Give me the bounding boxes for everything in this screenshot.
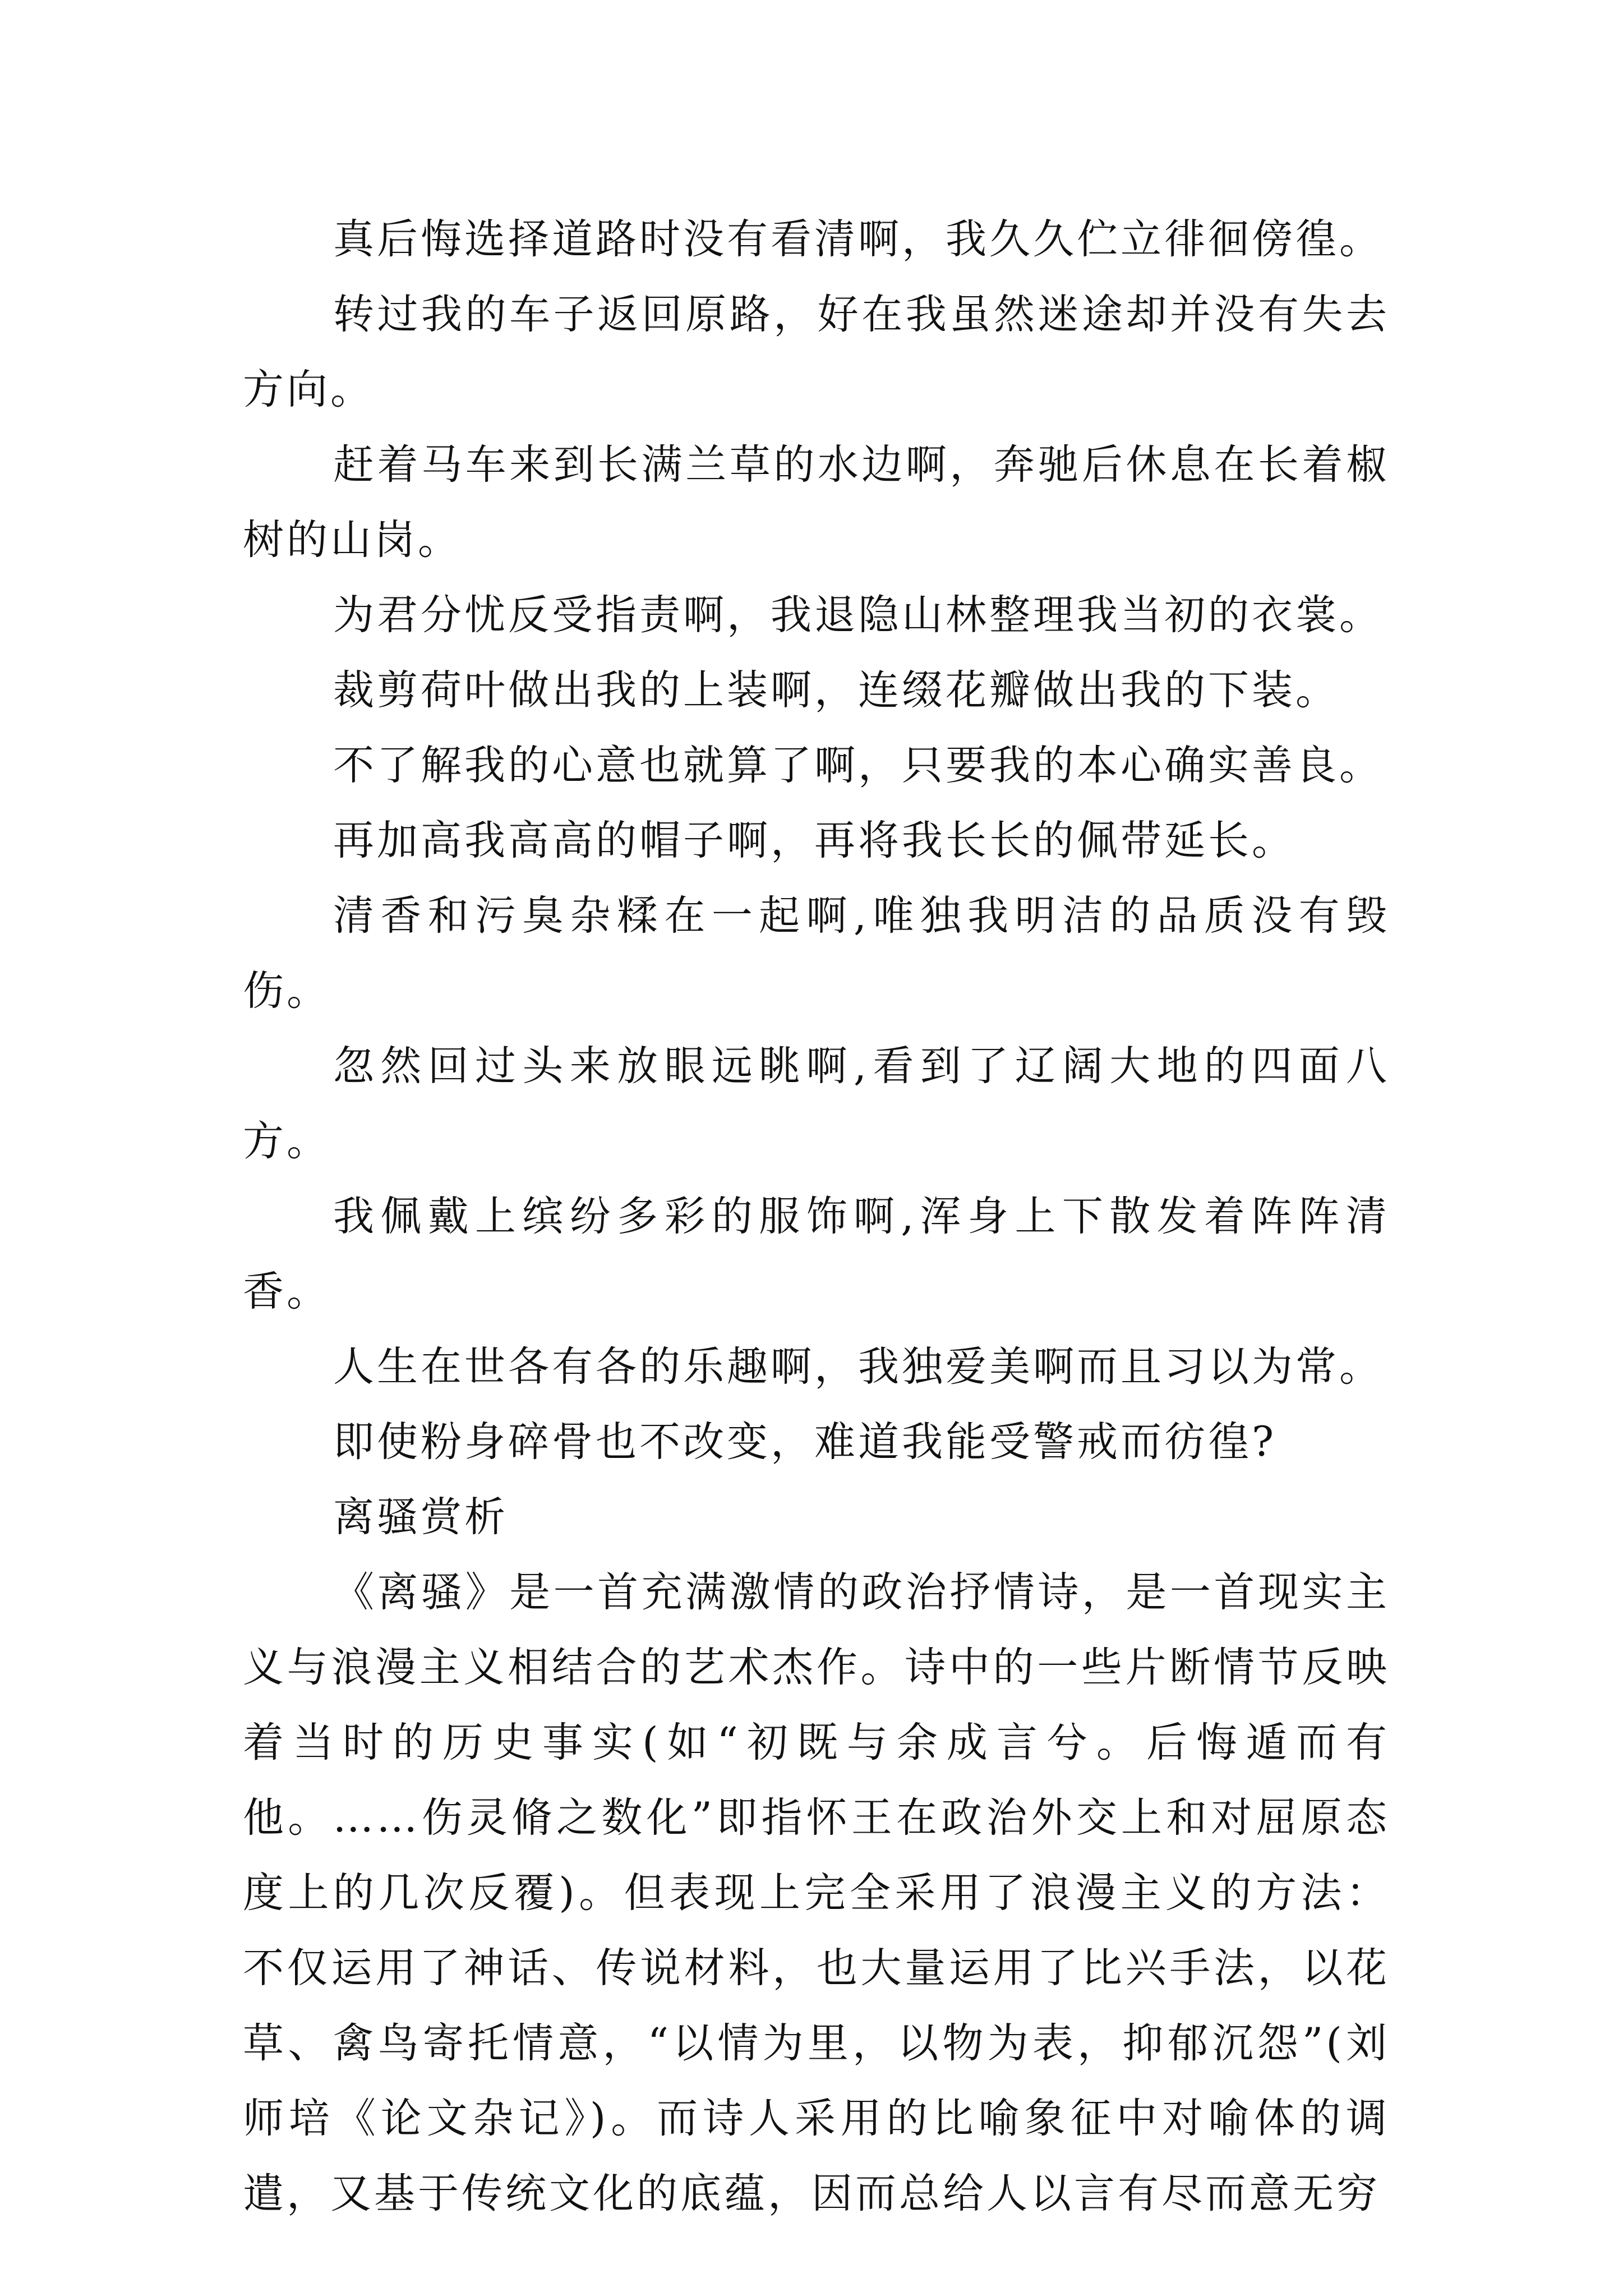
verse-line: 转过我的车子返回原路，好在我虽然迷途却并没有失去方向。	[243, 291, 1390, 413]
verse-line: 人生在世各有各的乐趣啊，我独爱美啊而且习以为常。	[333, 1343, 1383, 1391]
section-heading: 离骚赏析	[333, 1493, 508, 1541]
verse-line: 我佩戴上缤纷多彩的服饰啊,浑身上下散发着阵阵清香。	[243, 1193, 1390, 1315]
document-body	[243, 202, 1390, 2231]
verse-line: 为君分忧反受指责啊，我退隐山林整理我当初的衣裳。	[333, 591, 1383, 639]
verse-line: 忽然回过头来放眼远眺啊,看到了辽阔大地的四面八方。	[243, 1042, 1390, 1165]
verse-line: 真后悔选择道路时没有看清啊，我久久伫立徘徊傍徨。	[333, 215, 1383, 263]
verse-line: 不了解我的心意也就算了啊，只要我的本心确实善良。	[333, 742, 1383, 789]
verse-line: 赶着马车来到长满兰草的水边啊，奔驰后休息在长着椒树的山岗。	[243, 441, 1390, 564]
verse-line: 裁剪荷叶做出我的上装啊，连缀花瓣做出我的下装。	[333, 666, 1339, 714]
verse-line: 再加高我高高的帽子啊，再将我长长的佩带延长。	[333, 817, 1295, 864]
analysis-paragraph: 《离骚》是一首充满激情的政治抒情诗，是一首现实主义与浪漫主义相结合的艺术杰作。诗中的一些片断情节反映着当时的历史事实(如“初既与余成言兮。后悔遁而有他。……伤灵脩之数化”即指怀王在政治外交上和对屈原态度上的几次反覆)。但表现上完全采用了浪漫主义的方法：不仅运用了神话、传说材料，也大量运用了比兴手法，以花草、禽鸟寄托情意，“以情为里，以物为表，抑郁沉怨”(刘师培《论文杂记》)。而诗人采用的比喻象征中对喻体的调遣，又基于传统文化的底蕴，因而总给人以言有尽而意无穷	[243, 1568, 1390, 2217]
verse-line: 清香和污臭杂糅在一起啊,唯独我明洁的品质没有毁伤。	[243, 892, 1390, 1015]
verse-line: 即使粉身碎骨也不改变，难道我能受警戒而彷徨?	[333, 1418, 1277, 1466]
